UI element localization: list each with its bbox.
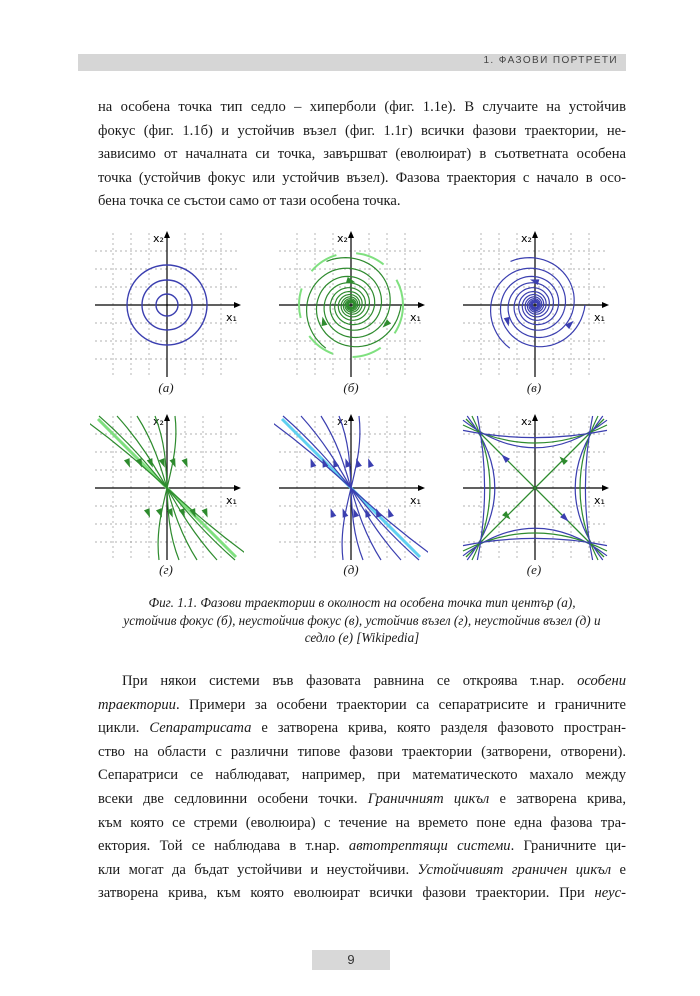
- arrow-head: [202, 508, 208, 517]
- x-axis-label: x₁: [410, 494, 421, 507]
- phase-portrait-unstable-node: [274, 411, 428, 565]
- arrow-head: [565, 321, 574, 329]
- text-line: всеки две седловинни особени точки. Граничният цикъл е затворена крива,: [98, 790, 627, 807]
- arrow-head: [365, 508, 371, 517]
- figure-caption: [98, 594, 626, 647]
- panel-label-f: (е): [526, 562, 542, 577]
- text-line: фокус (фиг. 1.1б) и устойчив възел (фиг. 1.1г) всички фазови траектории, не-: [98, 122, 626, 139]
- text-line: затворена крива, към която еволюират всички фазови траектории. При неус-: [98, 885, 626, 902]
- panel-label-a: (а): [158, 380, 174, 395]
- x-axis-label: x₁: [594, 311, 605, 324]
- phase-portrait-center: [90, 228, 244, 382]
- arrow-head: [147, 458, 153, 467]
- text-line: на особена точка тип седло – хиперболи (фиг. 1.1е). В случаите на устойчив: [98, 99, 626, 115]
- phase-portrait-stable-node: [90, 411, 244, 565]
- y-axis-label: x₂: [521, 232, 532, 245]
- paragraph-1: [98, 96, 626, 214]
- y-axis-label: x₂: [521, 415, 532, 428]
- text-line: Сепаратриси се наблюдават, например, при математическото махало между: [98, 767, 626, 784]
- phase-portrait-stable-focus: [274, 228, 428, 382]
- text-line: ектория. Той се наблюдава в т.нар. автотрептящи системи. Граничните ци-: [98, 838, 627, 855]
- arrow-head: [144, 508, 150, 517]
- x-axis-label: x₁: [594, 494, 605, 507]
- arrow-head: [124, 458, 130, 467]
- arrow-head: [311, 458, 317, 467]
- arrow-head: [368, 458, 374, 467]
- y-axis-label: x₂: [337, 232, 348, 245]
- x-axis-label: x₁: [410, 311, 421, 324]
- phase-portrait-saddle: [458, 411, 612, 565]
- arrow-head: [502, 511, 510, 519]
- arrow-head: [382, 319, 391, 327]
- x-axis-label: x₁: [226, 494, 237, 507]
- phase-portrait-unstable-focus: [458, 228, 612, 382]
- y-axis-label: x₂: [153, 415, 164, 428]
- arrow-head: [331, 508, 337, 517]
- running-header: [78, 54, 626, 71]
- y-axis-label: x₂: [153, 232, 164, 245]
- paragraph-2: [98, 670, 626, 906]
- panel-label-c: (в): [526, 380, 542, 395]
- x-axis-label: x₁: [226, 311, 237, 324]
- running-title: 1. ФАЗОВИ ПОРТРЕТИ: [483, 55, 618, 66]
- caption-line: Фиг. 1.1. Фазови траектории в околност на особена точка тип център (а),: [148, 595, 576, 610]
- text-line: кли могат да бъдат устойчиви и неустойчиви. Устойчивият граничен цикъл е: [98, 861, 626, 878]
- text-line: цикли. Сепаратрисата е затворена крива, която разделя фазовото простран-: [98, 720, 626, 737]
- text-line: траектории. Примери за особени траектории са сепаратрисите и граничните: [98, 696, 626, 713]
- text-line: зависимо от началната си точка, завършват (еволюират) в съответната особена: [98, 146, 626, 163]
- caption-line: устойчив фокус (б), неустойчив фокус (в), устойчив възел (г), неустойчив възел (д) и: [123, 612, 601, 628]
- text-line: точка (устойчив фокус или устойчив възел). Фазова траектория с начало в осо-: [98, 169, 626, 186]
- panel-label-d: (г): [159, 562, 173, 577]
- caption-line: седло (е) [Wikipedia]: [304, 630, 420, 645]
- panel-label-e: (д): [343, 562, 359, 577]
- text-line: бена точка се състои само от тази особена точка.: [98, 193, 401, 210]
- arrow-head: [559, 456, 567, 464]
- page-number: 9: [312, 950, 390, 970]
- text-line: При някои системи във фазовата равнина се откроява т.нар. особени: [122, 673, 626, 689]
- text-line: ство на области с различни типове фазови траектории (затворени, отворени).: [98, 743, 626, 760]
- panel-label-b: (б): [343, 380, 359, 395]
- text-line: към която се стреми (еволюира) с течение на времето поне една фазова тра-: [98, 814, 626, 831]
- y-axis-label: x₂: [337, 415, 348, 428]
- arrow-head: [182, 458, 188, 467]
- arrow-head: [388, 508, 394, 517]
